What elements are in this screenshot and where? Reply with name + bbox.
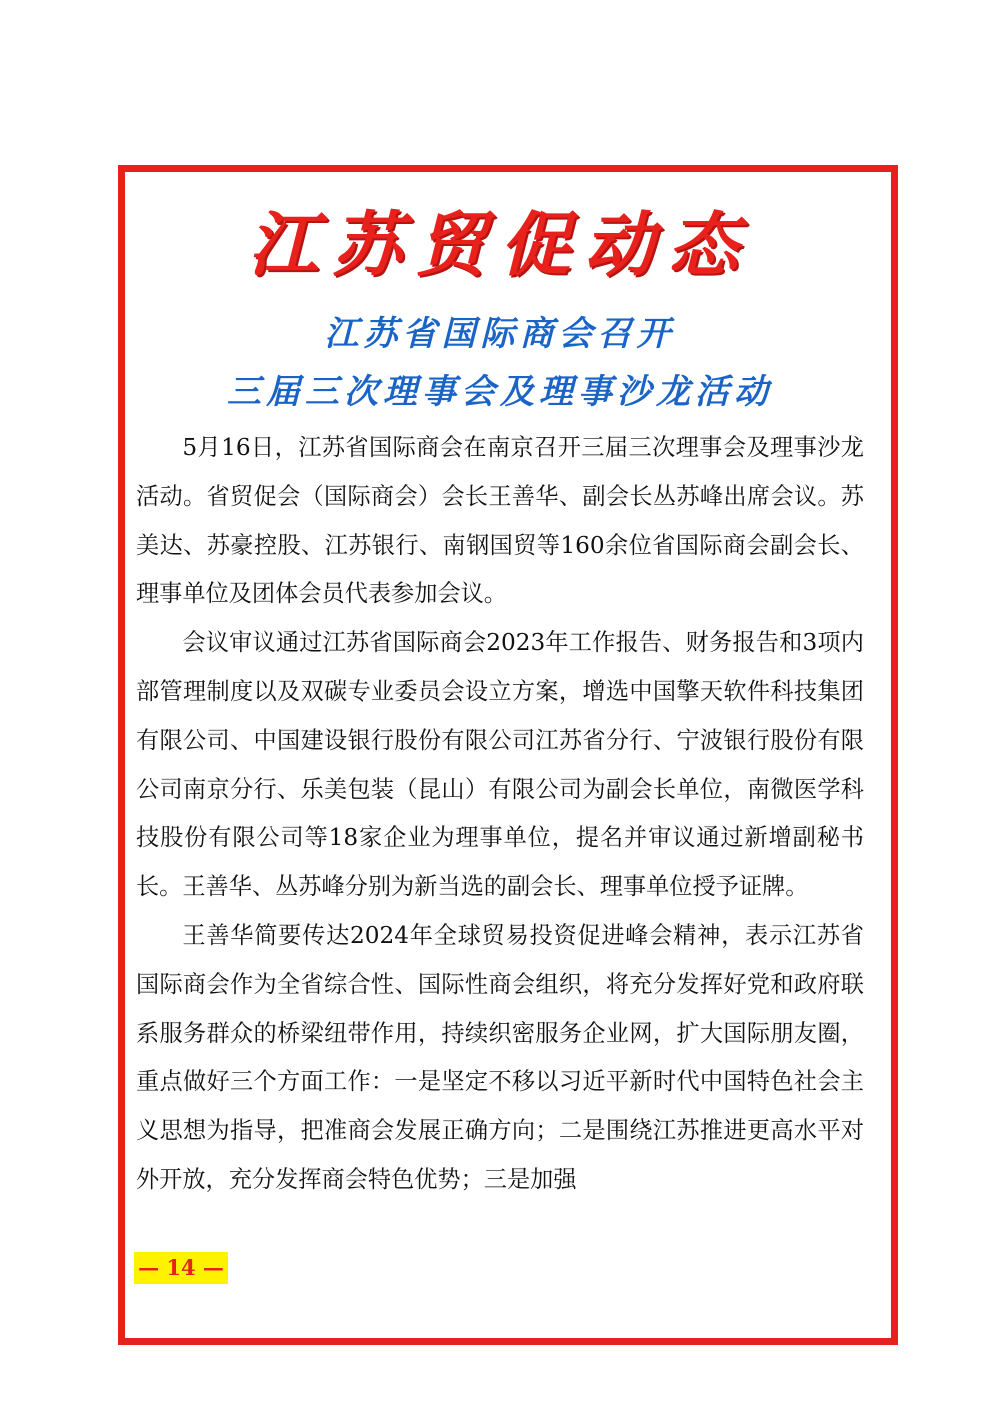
masthead-title: 江苏贸促动态: [248, 203, 752, 286]
article-paragraph-3: 王善华简要传达2024年全球贸易投资促进峰会精神，表示江苏省国际商会作为全省综合性、国际性商会组织，将充分发挥好党和政府联系服务群众的桥梁纽带作用，持续织密服务企业网，扩大国际朋友圈，重点做好三个方面工作：一是坚定不移以习近平新时代中国特色社会主义思想为指导，把准商会发展正确方向；二是围绕江苏推进更高水平对外开放，充分发挥商会特色优势；三是加强: [136, 921, 864, 1193]
page-number-badge: — 14 —: [134, 1252, 228, 1284]
article-title-line-2: 三届三次理事会及理事沙龙活动: [227, 372, 773, 412]
article-paragraph-1: 5月16日，江苏省国际商会在南京召开三届三次理事会及理事沙龙活动。省贸促会（国际商会）会长王善华、副会长丛苏峰出席会议。苏美达、苏豪控股、江苏银行、南钢国贸等160余位省国际商会副会长、理事单位及团体会员代表参加会议。: [136, 434, 864, 608]
article-body: [136, 424, 864, 1205]
article-paragraph-2: 会议审议通过江苏省国际商会2023年工作报告、财务报告和3项内部管理制度以及双碳专业委员会设立方案，增选中国擎天软件科技集团有限公司、中国建设银行股份有限公司江苏省分行、宁波银行股份有限公司南京分行、乐美包装（昆山）有限公司为副会长单位，南微医学科技股份有限公司等18家企业为理事单位，提名并审议通过新增副秘书长。王善华、丛苏峰分别为新当选的副会长、理事单位授予证牌。: [136, 629, 864, 901]
article-title-line-1: 江苏省国际商会召开: [324, 314, 676, 354]
